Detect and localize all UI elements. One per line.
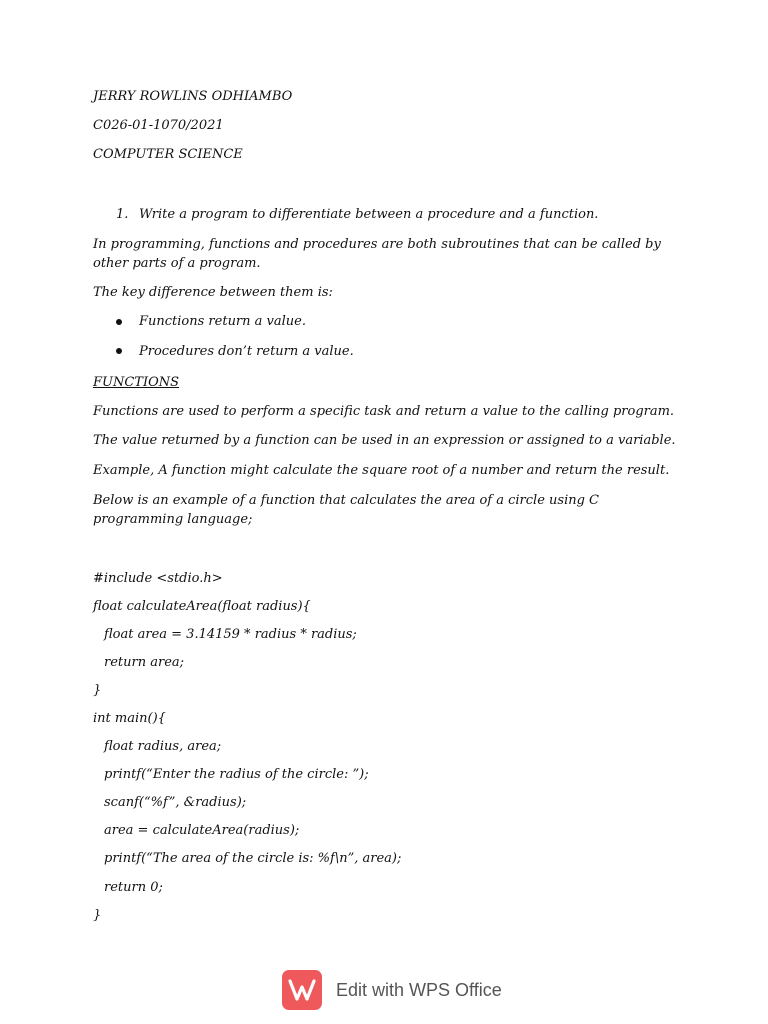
functions-paragraph-1: Functions are used to perform a specific task and return a value to the calling program. — [93, 404, 675, 419]
code-line: int main(){ — [93, 711, 166, 726]
bullet-item: Functions return a value. — [139, 314, 306, 329]
code-line: float radius, area; — [104, 739, 222, 754]
code-line: area = calculateArea(radius); — [104, 823, 300, 838]
key-difference-text: The key difference between them is: — [93, 285, 333, 300]
question-number: 1. — [116, 207, 129, 222]
bullet-item: Procedures don’t return a value. — [139, 344, 354, 359]
wps-edit-label[interactable]: Edit with WPS Office — [336, 979, 502, 1000]
code-line: printf(“Enter the radius of the circle: ”); — [104, 767, 369, 782]
question-text: Write a program to differentiate between a procedure and a function. — [139, 207, 599, 222]
functions-paragraph-2: The value returned by a function can be used in an expression or assigned to a variable. — [93, 433, 676, 448]
bullet-icon — [116, 348, 122, 354]
code-line: printf(“The area of the circle is: %f\n”, area); — [104, 851, 402, 866]
wps-logo-icon — [282, 970, 322, 1010]
code-line: } — [93, 908, 102, 923]
section-heading-functions: FUNCTIONS — [93, 375, 180, 390]
code-line: } — [93, 683, 102, 698]
functions-paragraph-3: Example, A function might calculate the square root of a number and return the result. — [93, 463, 670, 478]
registration-number: C026-01-1070/2021 — [93, 118, 224, 133]
code-line: #include <stdio.h> — [93, 571, 223, 586]
student-name: JERRY ROWLINS ODHIAMBO — [93, 89, 293, 104]
code-line: float area = 3.14159 * radius * radius; — [104, 627, 357, 642]
bullet-icon — [116, 319, 122, 325]
wps-edit-banner[interactable] — [282, 970, 502, 1010]
code-line: return area; — [104, 655, 185, 670]
intro-paragraph: In programming, functions and procedures are both subroutines that can be called by other parts of a program. — [93, 237, 661, 271]
functions-paragraph-4: Below is an example of a function that calculates the area of a circle using C programming language; — [93, 493, 600, 527]
code-line: float calculateArea(float radius){ — [93, 599, 311, 614]
code-line: return 0; — [104, 880, 163, 895]
code-line: scanf(“%f”, &radius); — [104, 795, 247, 810]
course-name: COMPUTER SCIENCE — [93, 147, 243, 162]
